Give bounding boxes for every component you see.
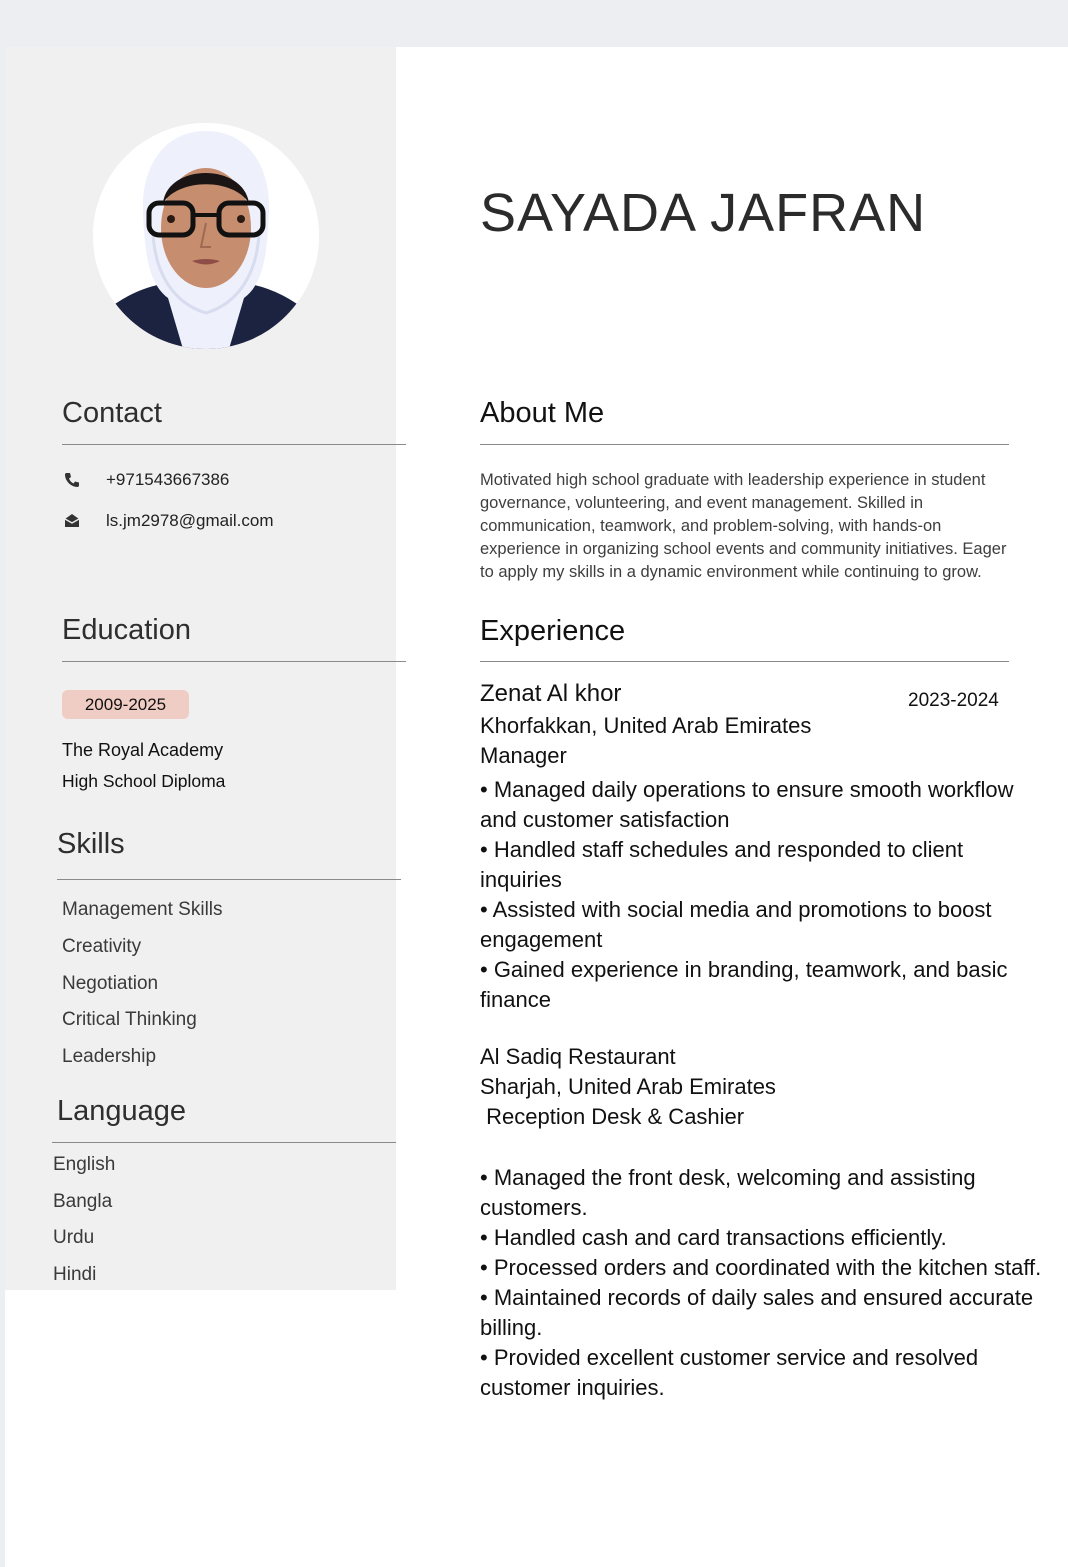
experience-divider [480, 661, 1009, 662]
language-item: Urdu [53, 1227, 95, 1248]
skills-divider [57, 879, 401, 880]
job-bullet: • Maintained records of daily sales and ensured accurate billing. [480, 1285, 1034, 1340]
job-bullet: • Assisted with social media and promotions to boost engagement [480, 897, 992, 952]
profile-photo [93, 123, 319, 349]
language-item: Hindi [53, 1264, 97, 1285]
job-dates: 2023-2024 [908, 690, 999, 711]
job-role: Reception Desk & Cashier [480, 1104, 745, 1129]
job-role: Manager [480, 743, 567, 768]
profile-portrait-image [93, 123, 319, 349]
language-divider [52, 1142, 396, 1143]
job-bullet: • Managed the front desk, welcoming and assisting customers. [480, 1165, 976, 1220]
phone-icon [63, 471, 81, 489]
person-name: SAYADA JAFRAN [480, 183, 927, 243]
envelope-icon [63, 512, 81, 530]
contact-title: Contact [62, 397, 162, 429]
contact-phone[interactable]: +971543667386 [106, 470, 230, 489]
about-divider [480, 444, 1009, 445]
job-company: Zenat Al khor [480, 680, 622, 707]
job-bullet: • Handled staff schedules and responded to client inquiries [480, 837, 964, 892]
job-bullets [480, 775, 1050, 1015]
language-title: Language [57, 1095, 187, 1127]
skill-item: Management Skills [62, 899, 223, 920]
job-location: Khorfakkan, United Arab Emirates [480, 713, 812, 738]
education-title: Education [62, 614, 191, 646]
job-bullets [480, 1163, 1050, 1403]
job-location: Sharjah, United Arab Emirates [480, 1074, 776, 1099]
job-bullet: • Processed orders and coordinated with the kitchen staff. [480, 1255, 1042, 1280]
skill-item: Creativity [62, 936, 142, 957]
skill-item: Negotiation [62, 973, 159, 994]
experience-title: Experience [480, 615, 626, 647]
skill-item: Critical Thinking [62, 1009, 197, 1030]
skill-item: Leadership [62, 1046, 157, 1067]
job-bullet: • Managed daily operations to ensure smooth workflow and customer satisfaction [480, 777, 1014, 832]
contact-email[interactable]: ls.jm2978@gmail.com [106, 511, 274, 530]
education-years-badge: 2009-2025 [62, 690, 189, 719]
education-degree: High School Diploma [62, 771, 226, 791]
about-text: Motivated high school graduate with leadership experience in student governance, volunteering, and event management. Skilled in communication, teamwork, and problem-solving, with hands-on experience in organizing school events and community initiatives. Eager to apply my skills in a dynamic environment while continuing to grow. [480, 471, 1007, 581]
language-item: Bangla [53, 1191, 113, 1212]
education-school: The Royal Academy [62, 740, 224, 760]
job-bullet: • Provided excellent customer service and resolved customer inquiries. [480, 1345, 979, 1400]
language-item: English [53, 1154, 116, 1175]
resume-page [5, 47, 1068, 1567]
education-divider [62, 661, 406, 662]
job-company: Al Sadiq Restaurant [480, 1044, 676, 1069]
job-bullet: • Handled cash and card transactions efficiently. [480, 1225, 947, 1250]
job-bullet: • Gained experience in branding, teamwork, and basic finance [480, 957, 1008, 1012]
about-title: About Me [480, 397, 605, 429]
skills-title: Skills [57, 828, 125, 860]
contact-divider [62, 444, 406, 445]
